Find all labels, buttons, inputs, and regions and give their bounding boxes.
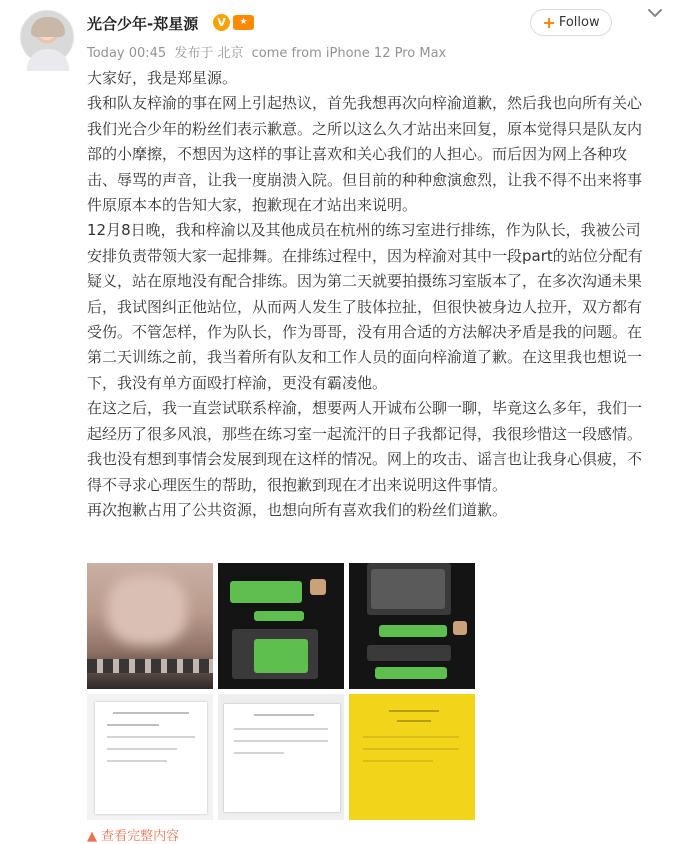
paragraph-closing: 再次抱歉占用了公共资源，也想向所有喜欢我们的粉丝们道歉。	[87, 500, 508, 519]
level-badge-icon: ★	[233, 15, 254, 30]
post-device: come from iPhone 12 Pro Max	[251, 46, 447, 61]
follow-button[interactable]	[530, 9, 612, 36]
post-location: 发布于 北京	[174, 46, 244, 61]
image-thumb-document-2[interactable]	[218, 694, 344, 820]
verified-v-icon: V	[213, 14, 230, 31]
post-content	[87, 66, 655, 523]
paragraph-incident: 12月8日晚，我和梓渝以及其他成员在杭州的练习室进行排练，作为队长，我被公司安排负责带领大家一起排舞。在排练过程中，因为梓渝对其中一段part的站位分配有疑义，站在原地没有配合排练。因为第二天就要拍摄练习室版本了，在多次沟通未果后，我试图纠正他站位，从而两人发生了肢体拉扯，但很快被身边人拉开，双方都有受伤。不管怎样，作为队长，作为哥哥，没有用合适的方法解决矛盾是我的问题。在第二天训练之前，我当着所有队友和工作人员的面向梓渝道了歉。在这里我也想说一下，我没有单方面殴打梓渝，更没有霸凌他。	[87, 221, 643, 392]
paragraph-health: 我也没有想到事情会发展到现在这样的情况。网上的攻击、谣言也让我身心俱疲，不得不寻求心理医生的帮助，很抱歉到现在才出来说明这件事情。	[87, 450, 643, 494]
chevron-down-icon[interactable]	[646, 4, 664, 22]
follow-label: Follow	[558, 15, 600, 30]
paragraph-greeting: 大家好，我是郑星源。	[87, 69, 238, 87]
show-more-link[interactable]: ▲ 查看完整内容	[87, 829, 180, 844]
paragraph-afterward: 在这之后，我一直尝试联系梓渝，想要两人开诚布公聊一聊，毕竟这么多年，我们一起经历了很多风浪，那些在练习室一起流汗的日子我都记得，我很珍惜这一段感情。	[87, 399, 643, 443]
image-thumb-chat-2[interactable]	[349, 563, 475, 689]
image-thumb-document-1[interactable]	[87, 694, 213, 820]
post-timestamp[interactable]: Today 00:45	[87, 46, 167, 61]
avatar[interactable]	[20, 10, 74, 64]
image-thumb-photo[interactable]	[87, 563, 213, 689]
paragraph-apology: 我和队友梓渝的事在网上引起热议，首先我想再次向梓渝道歉，然后我也向所有关心我们光合少年的粉丝们表示歉意。之所以这么久才站出来回复，原本觉得只是队友内部的小摩擦，不想因为这样的事让喜欢和关心我们的人担心。而后因为网上各种攻击、辱骂的声音，让我一度崩溃入院。但目前的种种愈演愈烈，让我不得不出来将事件原原本本的告知大家，抱歉现在才站出来说明。	[87, 94, 643, 215]
plus-icon: +	[542, 12, 556, 32]
author-name[interactable]: 光合少年-郑星源	[87, 15, 199, 33]
image-thumb-chat-1[interactable]	[218, 563, 344, 689]
post-meta	[87, 42, 450, 61]
image-thumb-document-3[interactable]	[349, 694, 475, 820]
